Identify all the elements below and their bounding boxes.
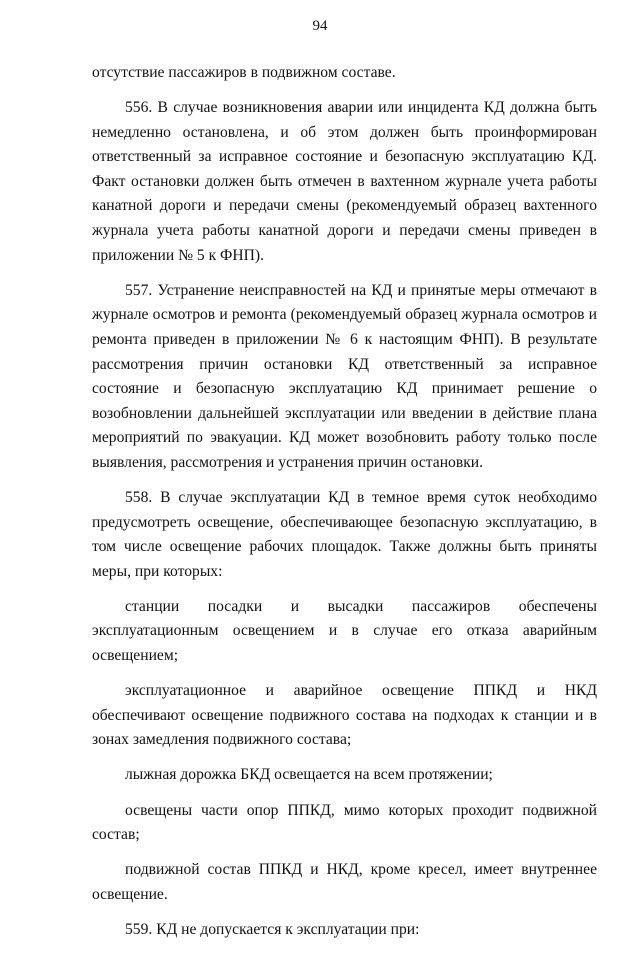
list-item-operational-emergency-lighting: эксплуатационное и аварийное освещение ППКД и НКД обеспечивают освещение подвижного состава на подходах к станции и в зонах замедления подвижного состава; [92, 682, 597, 749]
list-item-stations-lighting: станции посадки и высадки пассажиров обеспечены эксплуатационным освещением и в случае его отказа аварийным освещением; [92, 597, 597, 665]
paragraph-557: 557. Устранение неисправностей на КД и принятые меры отмечают в журнале осмотров и ремонта (рекомендуемый образец журнала осмотров и ремонта приведен в приложении № 6 к настоящим ФНП). В результате рассмотрения причин остановки КД ответственный за исправное состояние и безопасную эксплуатацию КД принимает решение о возобновлении дальнейшей эксплуатации или введении в действие плана мероприятий по эвакуации. КД может возобновить работу только после выявления, рассмотрения и устранения причин остановки. [92, 281, 597, 471]
paragraph-continuation: отсутствие пассажиров в подвижном составе. [92, 64, 396, 81]
page-number: 94 [312, 18, 328, 34]
paragraph-559: 559. КД не допускается к эксплуатации при: [125, 920, 420, 938]
document-body [92, 61, 597, 953]
paragraph-558: 558. В случае эксплуатации КД в темное время суток необходимо предусмотреть освещение, обеспечивающее безопасную эксплуатацию, в том числе освещение рабочих площадок. Также должны быть приняты меры, при которых: [92, 489, 597, 580]
list-item-tower-lighting: освещены части опор ППКД, мимо которых проходит подвижной состав; [92, 801, 597, 844]
list-item-ski-track-lighting: лыжная дорожка БКД освещается на всем протяжении; [125, 766, 493, 784]
paragraph-556: 556. В случае возникновения аварии или инцидента КД должна быть немедленно остановлена, и об этом должен быть проинформирован ответственный за исправное состояние и безопасную эксплуатацию КД. Факт остановки должен быть отмечен в вахтенном журнале учета работы канатной дороги и передачи смены (рекомендуемый образец вахтенного журнала учета работы канатной дороги и передачи смены приведен в приложении № 5 к ФНП). [92, 99, 597, 264]
list-item-internal-lighting: подвижной состав ППКД и НКД, кроме кресел, имеет внутреннее освещение. [92, 861, 597, 903]
